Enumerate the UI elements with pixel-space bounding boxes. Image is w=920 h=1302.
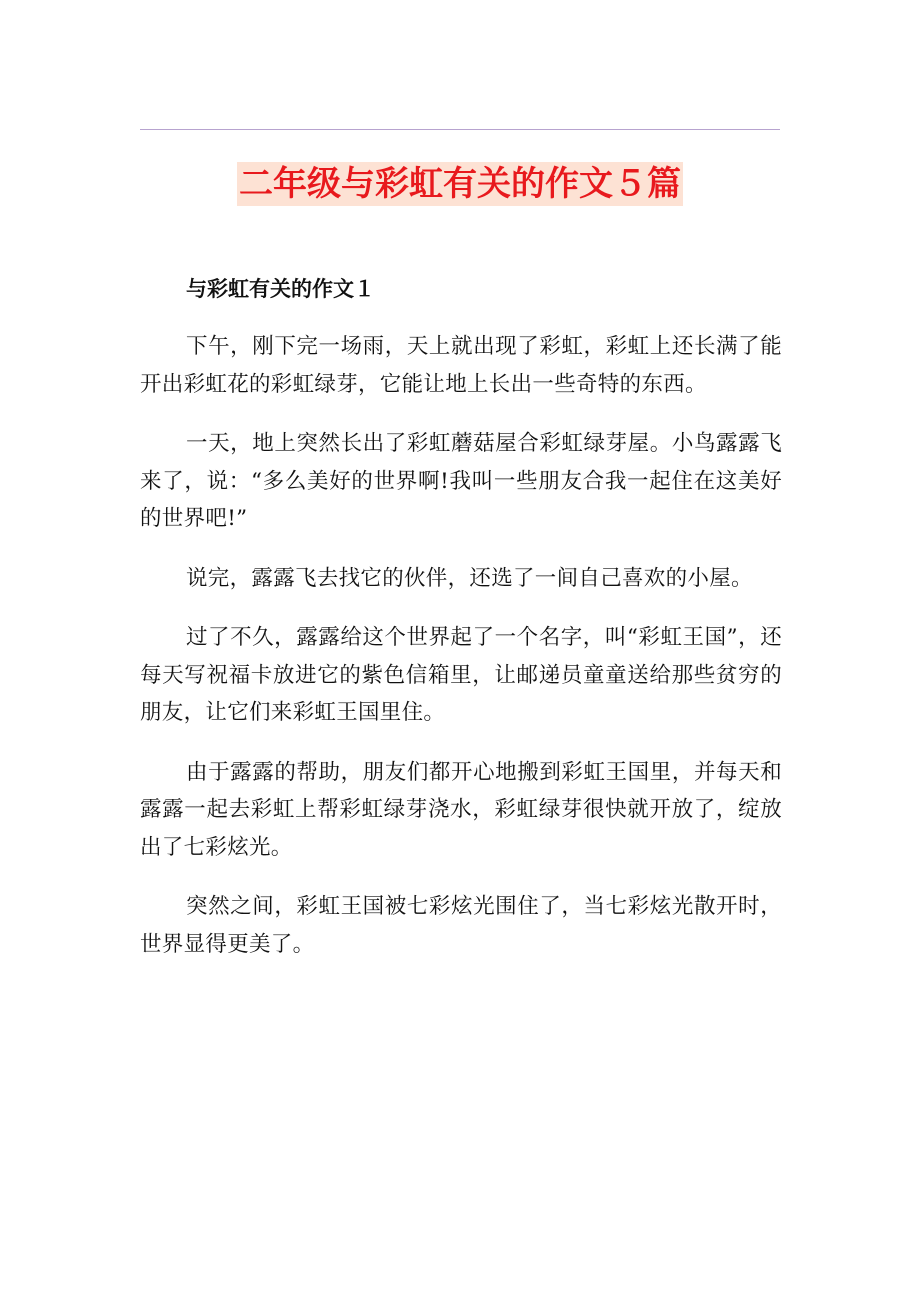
paragraph-2: 一天，地上突然长出了彩虹蘑菇屋合彩虹绿芽屋。小鸟露露飞来了，说：“多么美好的世界啊!我叫一些朋友合我一起住在这美好的世界吧!” (140, 431, 782, 531)
paragraph-4: 过了不久，露露给这个世界起了一个名字，叫“彩虹王国”，还每天写祝福卡放进它的紫色信箱里，让邮递员童童送给那些贫穷的朋友，让它们来彩虹王国里住。 (140, 625, 782, 725)
paragraph-6: 突然之间，彩虹王国被七彩炫光围住了，当七彩炫光散开时，世界显得更美了。 (140, 894, 782, 957)
paragraph-3: 说完，露露飞去找它的伙伴，还选了一间自己喜欢的小屋。 (186, 565, 753, 591)
document-body (140, 272, 782, 985)
header-rule (140, 129, 780, 130)
paragraph-1: 下午，刚下完一场雨，天上就出现了彩虹，彩虹上还长满了能开出彩虹花的彩虹绿芽，它能让地上长出一些奇特的东西。 (140, 334, 782, 397)
section-heading: 与彩虹有关的作文１ (186, 276, 375, 301)
title-container (0, 162, 920, 206)
paragraph-5: 由于露露的帮助，朋友们都开心地搬到彩虹王国里，并每天和露露一起去彩虹上帮彩虹绿芽浇水，彩虹绿芽很快就开放了，绽放出了七彩炫光。 (140, 759, 782, 860)
document-title: 二年级与彩虹有关的作文５篇 (239, 164, 681, 204)
